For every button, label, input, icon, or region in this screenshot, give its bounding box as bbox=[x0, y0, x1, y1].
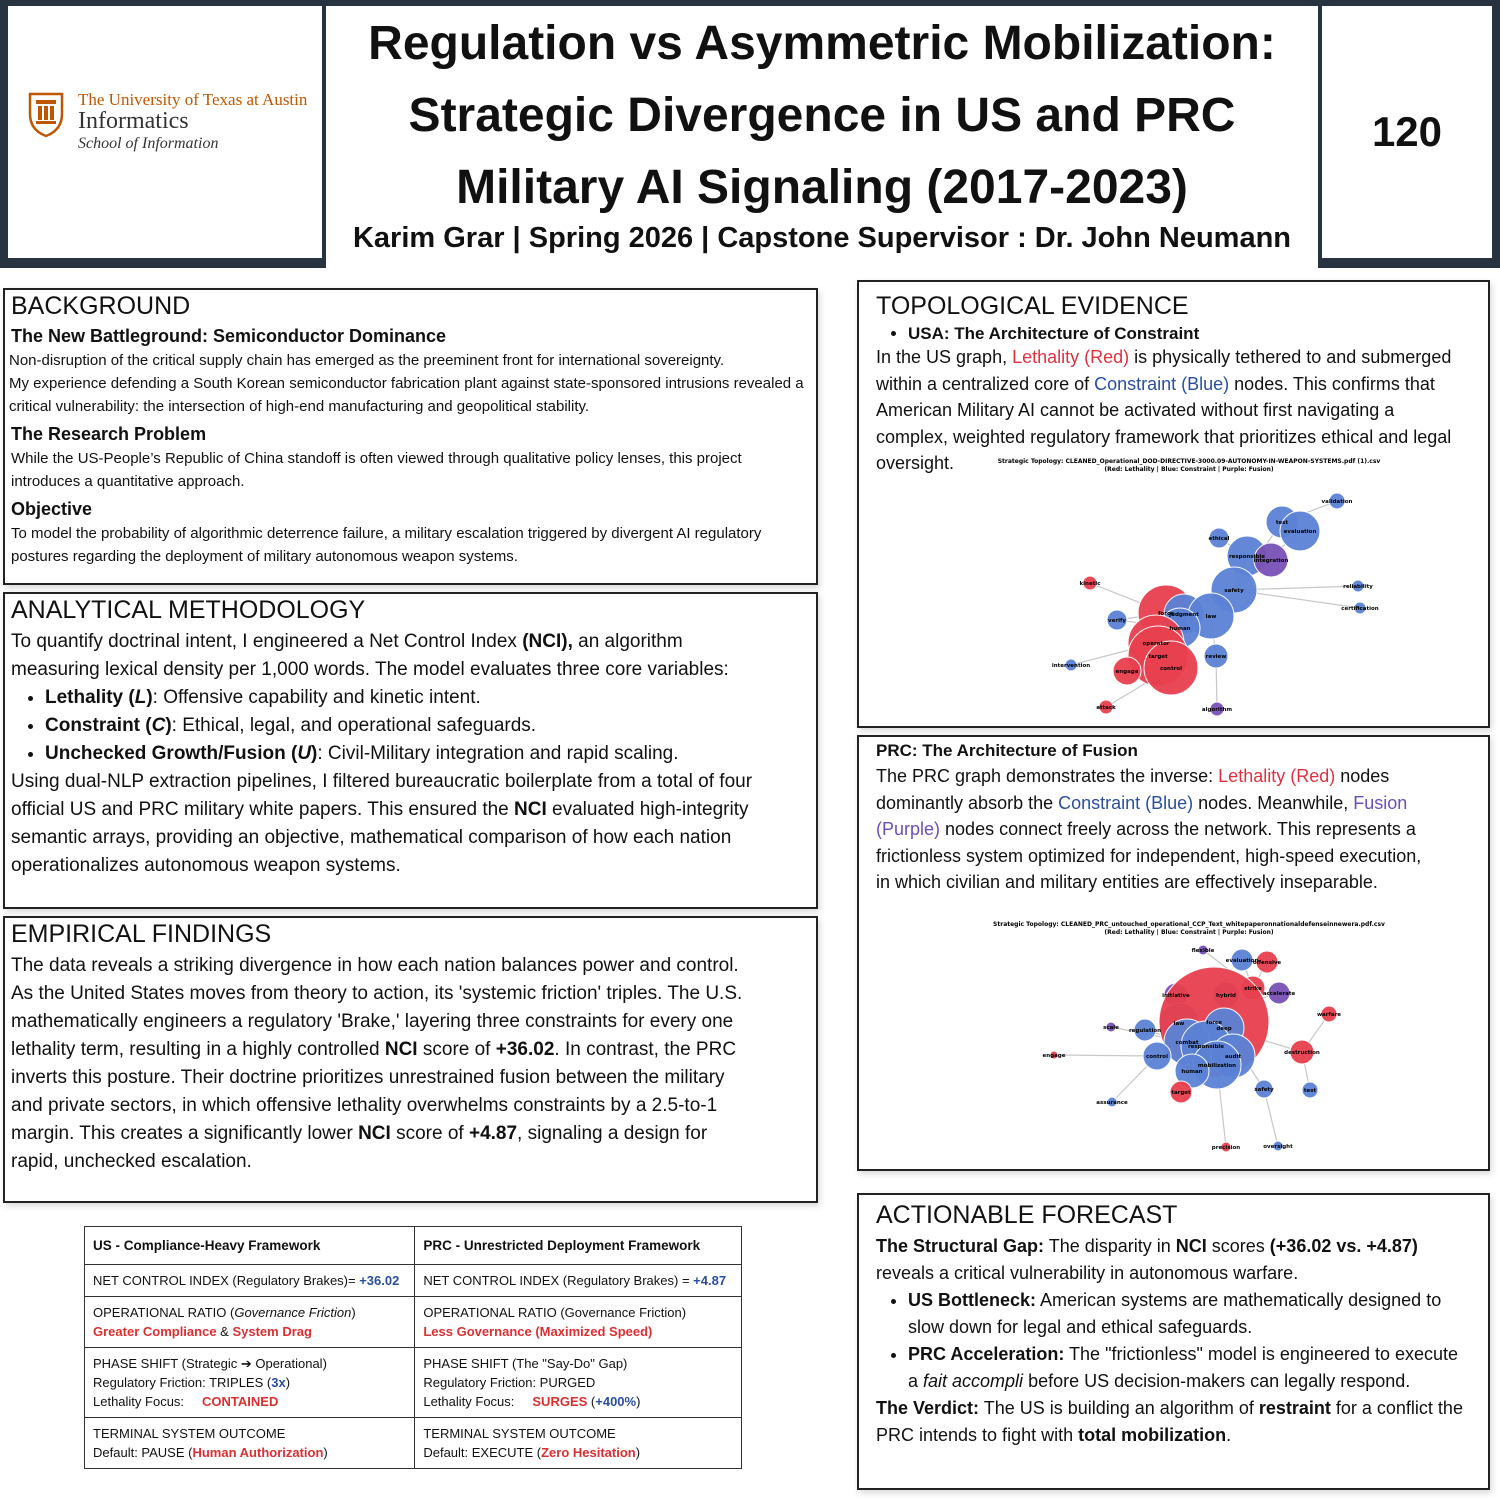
university-name: The University of Texas at Austin bbox=[78, 90, 308, 109]
methodology-panel bbox=[3, 592, 818, 909]
framework-comparison-table bbox=[84, 1226, 742, 1469]
graph-node-label: ethical bbox=[1208, 536, 1230, 542]
forecast-body: The Structural Gap: The disparity in NCI scores (+36.02 vs. +4.87) reveals a critical vulnerability in autonomous warfare. • US Bottleneck: American systems are mathematically designed to slow down for legal and ethical safeguards. • PRC Acceleration: The "frictionless" model is engineered to execute a fait accompli before US decision-makers can legally respond. The Verdict: The US is building an algorithm of restraint for a conflict the PRC intends to fight with total mobilization. bbox=[876, 1233, 1471, 1449]
topology-title: TOPOLOGICAL EVIDENCE bbox=[876, 292, 1189, 320]
topology-prc-panel bbox=[857, 735, 1490, 1171]
graph-node-label: destruction bbox=[1284, 1050, 1320, 1056]
graph-node-label: engage bbox=[1042, 1053, 1066, 1059]
us-graph-legend: (Red: Lethality | Blue: Constraint | Purple: Fusion) bbox=[1104, 466, 1274, 473]
graph-node-label: mobilization bbox=[1197, 1063, 1237, 1069]
prc-outcome-cell: TERMINAL SYSTEM OUTCOME Default: EXECUTE (Zero Hesitation) bbox=[415, 1418, 742, 1469]
graph-edge bbox=[1054, 1055, 1157, 1056]
graph-node-label: target bbox=[1148, 654, 1168, 660]
graph-node-label: control bbox=[1146, 1054, 1168, 1060]
graph-node-label: attack bbox=[1096, 705, 1116, 711]
prc-network-graph bbox=[874, 922, 1474, 1172]
background-title: BACKGROUND bbox=[11, 292, 191, 320]
graph-node-label: kinetic bbox=[1079, 581, 1101, 587]
prc-graph-title: Strategic Topology: CLEANED_PRC_untouched_operational_CCP_Text_whitepaperonnationaldefenseinnewera.pdf.csv bbox=[993, 921, 1385, 928]
graph-node-label: test bbox=[1275, 520, 1289, 526]
findings-panel bbox=[3, 916, 818, 1203]
graph-node-label: scale bbox=[1103, 1025, 1119, 1031]
ut-tower-seal-icon bbox=[26, 88, 66, 138]
graph-node-label: human bbox=[1181, 1069, 1203, 1075]
methodology-title: ANALYTICAL METHODOLOGY bbox=[11, 596, 366, 624]
methodology-closing: Using dual-NLP extraction pipelines, I filtered bureaucratic boilerplate from a total of four official US and PRC military white papers. This ensured the bbox=[11, 771, 753, 820]
graph-node-label: algorithm bbox=[1201, 707, 1233, 713]
graph-node-label: initiative bbox=[1162, 993, 1190, 999]
topology-us-text: In the US graph, Lethality (Red) is physically tethered to and submerged within a centralized core of Constraint (Blue) nodes. This confirms that American Military AI cannot be activated without first navigating a complex, weighted regulatory framework that prioritizes ethical and legal oversight. bbox=[876, 347, 1452, 473]
methodology-closing-cont: evaluated high-integrity semantic arrays, providing an objective, mathematical comparison of how each nation operationalizes autonomous weapon systems. bbox=[11, 799, 749, 876]
prc-phase-cell: PHASE SHIFT (The "Say-Do" Gap) Regulatory Friction: PURGED Lethality Focus: SURGES (+400%) bbox=[415, 1348, 742, 1418]
poster-title bbox=[326, 8, 1318, 224]
graph-node-label: audit bbox=[1224, 1054, 1242, 1060]
graph-node-label: verify bbox=[1108, 618, 1126, 624]
methodology-intro-cont: an algorithm measuring lexical density per 1,000 words. The model evaluates three core variables: bbox=[11, 631, 729, 680]
graph-node-label: law bbox=[1173, 1021, 1185, 1027]
table-row bbox=[85, 1297, 742, 1348]
department-name: Informatics bbox=[78, 108, 189, 134]
graph-node-label: deep bbox=[1216, 1026, 1232, 1032]
graph-node-label: human bbox=[1169, 626, 1191, 632]
graph-node-label: accelerate bbox=[1262, 991, 1296, 997]
poster-number: 120 bbox=[1322, 6, 1492, 258]
background-sub-battleground: The New Battleground: Semiconductor Dominance bbox=[11, 326, 447, 346]
prc-acceleration-item: • PRC Acceleration: The "frictionless" model is engineered to execute a fait accompli before US decision-makers can legally respond. bbox=[908, 1341, 1471, 1395]
variable-lethality: • Lethality (L): Offensive capability and kinetic intent. bbox=[45, 684, 756, 712]
poster-header bbox=[0, 0, 1500, 268]
graph-node-label: review bbox=[1205, 654, 1227, 660]
table-row bbox=[85, 1348, 742, 1418]
background-p1a: Non-disruption of the critical supply chain has emerged as the preeminent front for international sovereignty. bbox=[9, 352, 725, 369]
background-sub-problem: The Research Problem bbox=[11, 424, 207, 444]
title-line-1: Regulation vs Asymmetric Mobilization: bbox=[368, 17, 1276, 70]
prc-header: PRC - Unrestricted Deployment Framework bbox=[415, 1227, 742, 1265]
us-nci-cell: NET CONTROL INDEX (Regulatory Brakes)= +36.02 bbox=[85, 1265, 415, 1297]
topology-prc-subtitle: PRC: The Architecture of Fusion bbox=[876, 741, 1138, 760]
us-outcome-cell: TERMINAL SYSTEM OUTCOME Default: PAUSE (Human Authorization) bbox=[85, 1418, 415, 1469]
graph-node-label: evaluation bbox=[1283, 529, 1317, 535]
methodology-intro: To quantify doctrinal intent, I engineered a Net Control Index bbox=[11, 631, 523, 652]
us-phase-cell: PHASE SHIFT (Strategic ➔ Operational) Regulatory Friction: TRIPLES (3x) Lethality Focus: CONTAINED bbox=[85, 1348, 415, 1418]
graph-node-label: validation bbox=[1321, 499, 1353, 505]
graph-node-label: force bbox=[1158, 611, 1174, 617]
table-row bbox=[85, 1227, 742, 1265]
graph-node-label: judgment bbox=[1169, 612, 1199, 618]
graph-node-label: target bbox=[1171, 1090, 1191, 1096]
nci-abbr-2: NCI bbox=[514, 799, 547, 820]
graph-node-label: evaluation bbox=[1225, 958, 1259, 964]
topology-prc-text: The PRC graph demonstrates the inverse: Lethality (Red) nodes dominantly absorb the Constraint (Blue) nodes. Meanwhile, Fusion (Purple) nodes connect freely across the network. This represents a frictionless system optimized for independent, high-speed execution, in which civilian and military entities are effectively inseparable. bbox=[876, 766, 1422, 892]
title-line-2: Strategic Divergence in US and PRC bbox=[408, 89, 1236, 142]
graph-node-label: integration bbox=[1253, 558, 1289, 564]
methodology-body bbox=[11, 628, 756, 880]
graph-node-label: control bbox=[1160, 666, 1182, 672]
table-row bbox=[85, 1265, 742, 1297]
forecast-title: ACTIONABLE FORECAST bbox=[876, 1201, 1178, 1229]
topology-us-subtitle-list bbox=[876, 324, 1471, 344]
topology-us-subtitle: • USA: The Architecture of Constraint bbox=[908, 324, 1471, 344]
graph-node-label: flexible bbox=[1191, 948, 1215, 954]
background-paragraph-2: While the US-People’s Republic of China standoff is often viewed through qualitative policy lenses, this project introduces a quantitative approach. bbox=[11, 450, 742, 490]
graph-node-label: offensive bbox=[1252, 960, 1282, 966]
prc-graph-legend: (Red: Lethality | Blue: Constraint | Purple: Fusion) bbox=[1104, 929, 1274, 936]
authors-line: Karim Grar | Spring 2026 | Capstone Supervisor : Dr. John Neumann bbox=[352, 222, 1292, 254]
prc-nci-cell: NET CONTROL INDEX (Regulatory Brakes) = +4.87 bbox=[415, 1265, 742, 1297]
nci-abbr: (NCI), bbox=[522, 631, 573, 652]
title-line-3: Military AI Signaling (2017-2023) bbox=[456, 161, 1188, 214]
graph-node-label: engage bbox=[1115, 669, 1139, 675]
graph-node-label: operator bbox=[1142, 641, 1170, 647]
graph-node-label: strike bbox=[1244, 986, 1262, 992]
graph-node-label: warfare bbox=[1316, 1012, 1342, 1018]
school-name: School of Information bbox=[78, 135, 219, 152]
background-sub-objective: Objective bbox=[11, 499, 93, 519]
prc-ratio-cell: OPERATIONAL RATIO (Governance Friction) Less Governance (Maximized Speed) bbox=[415, 1297, 742, 1348]
graph-node-label: reliability bbox=[1343, 584, 1373, 590]
variables-list bbox=[11, 684, 756, 768]
background-p1b: My experience defending a South Korean semiconductor fabrication plant against state-sponsored intrusions revealed a critical vulnerability: the intersection of high-end manufacturing and geopolitical stability. bbox=[9, 375, 804, 415]
graph-node-label: intervention bbox=[1051, 663, 1091, 669]
forecast-panel bbox=[857, 1193, 1490, 1490]
graph-node-label: force bbox=[1206, 1020, 1222, 1026]
background-paragraph-3: To model the probability of algorithmic deterrence failure, a military escalation triggered by divergent AI regulatory postures regarding the deployment of military autonomous weapon systems. bbox=[11, 525, 762, 565]
variable-fusion: • Unchecked Growth/Fusion (U): Civil-Military integration and rapid scaling. bbox=[45, 740, 756, 768]
topology-us-panel bbox=[857, 280, 1490, 728]
findings-body: The data reveals a striking divergence in how each nation balances power and control. As the United States moves from theory to action, its 'systemic friction' triples. The U.S. mathematically engineers a regulatory 'Brake,' layering three constraints for every one lethality term, resulting in a highly controlled NCI score of +36.02. In contrast, the PRC inverts this posture. Their doctrine prioritizes unrestrained fusion between the military and private sectors, in which offensive lethality overwhelms constraints by a 2.5-to-1 margin. This creates a significantly lower NCI score of +4.87, signaling a design for rapid, unchecked escalation. bbox=[11, 955, 743, 1172]
graph-node-label: assurance bbox=[1096, 1100, 1128, 1106]
logo-panel bbox=[8, 6, 322, 258]
graph-node-label: responsible bbox=[1187, 1044, 1225, 1050]
us-header: US - Compliance-Heavy Framework bbox=[85, 1227, 415, 1265]
us-bottleneck-item: • US Bottleneck: American systems are mathematically designed to slow down for legal and ethical safeguards. bbox=[908, 1287, 1471, 1341]
graph-node-label: oversight bbox=[1263, 1144, 1293, 1150]
graph-node-label: hybrid bbox=[1216, 993, 1236, 999]
graph-node-label: precision bbox=[1211, 1145, 1241, 1151]
graph-node-label: combat bbox=[1175, 1040, 1199, 1046]
variable-constraint: • Constraint (C): Ethical, legal, and operational safeguards. bbox=[45, 712, 756, 740]
background-paragraph-1 bbox=[9, 349, 810, 418]
graph-node-label: law bbox=[1205, 614, 1217, 620]
graph-node-label: safety bbox=[1224, 588, 1244, 594]
table-row bbox=[85, 1418, 742, 1469]
graph-node-label: test bbox=[1303, 1088, 1317, 1094]
ut-informatics-logo bbox=[26, 88, 308, 152]
us-ratio-cell: OPERATIONAL RATIO (Governance Friction) Greater Compliance & System Drag bbox=[85, 1297, 415, 1348]
graph-node-label: regulation bbox=[1128, 1028, 1162, 1034]
graph-node-label: safety bbox=[1254, 1087, 1274, 1093]
background-panel bbox=[3, 288, 818, 585]
graph-node-label: responsible bbox=[1228, 554, 1266, 560]
graph-node-label: certification bbox=[1341, 606, 1379, 612]
us-network-graph bbox=[874, 458, 1474, 718]
us-graph-title: Strategic Topology: CLEANED_Operational_DOD-DIRECTIVE-3000.09-AUTONOMY-IN-WEAPON-SYSTEMS.pdf (1).csv bbox=[997, 458, 1381, 465]
title-panel bbox=[326, 6, 1318, 268]
findings-title: EMPIRICAL FINDINGS bbox=[11, 920, 272, 948]
